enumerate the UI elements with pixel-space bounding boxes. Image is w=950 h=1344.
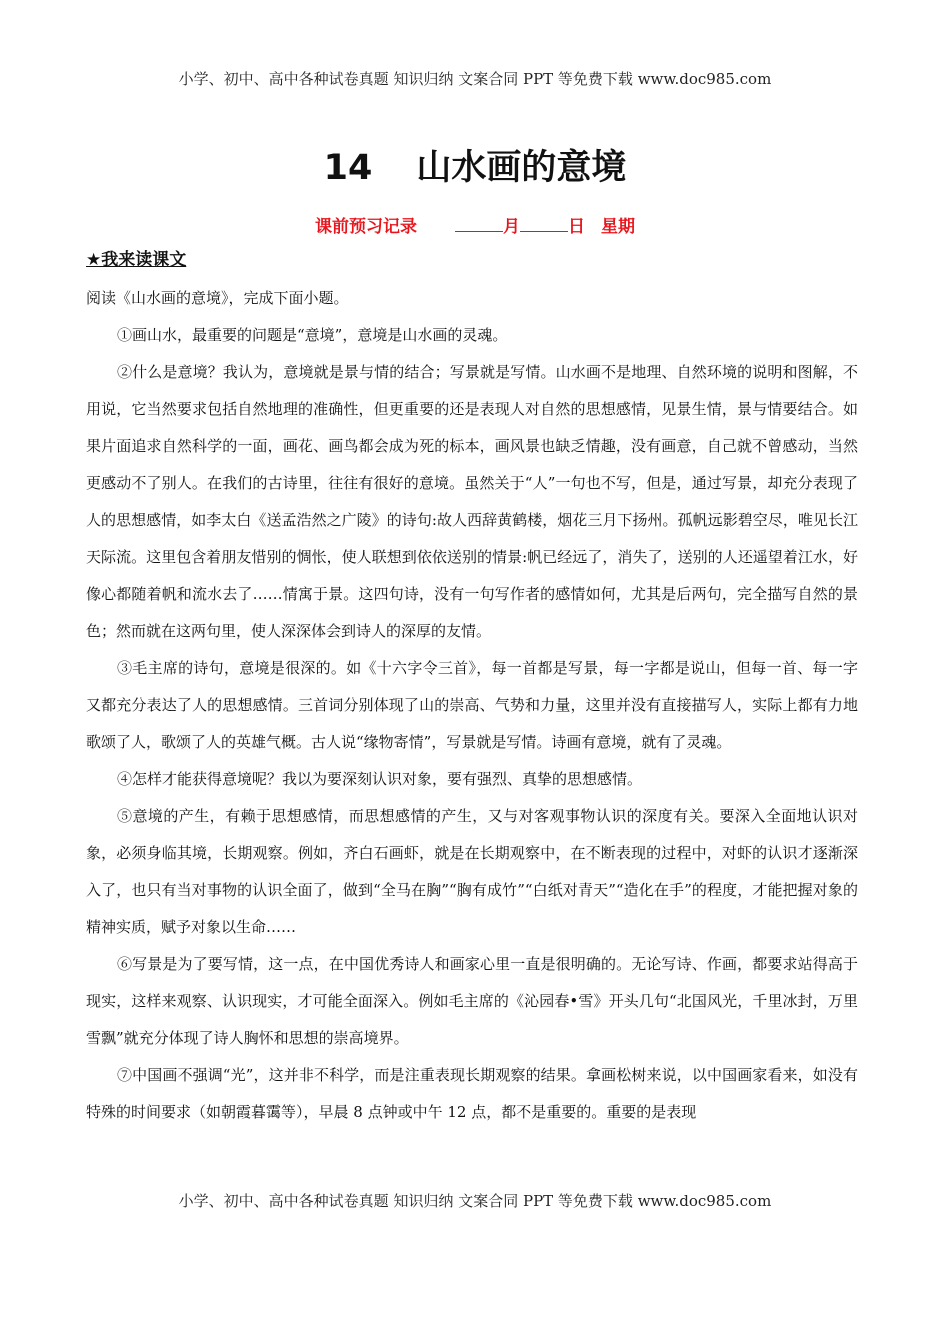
- month-blank: [455, 217, 503, 232]
- preview-record-line: [0, 212, 950, 237]
- section-heading: ★我来读课文: [86, 250, 187, 270]
- page-footer: 小学、初中、高中各种试卷真题 知识归纳 文案合同 PPT 等免费下载 www.doc985.com: [178, 1192, 772, 1210]
- paragraph-5: ⑤意境的产生，有赖于思想感情，而思想感情的产生，又与对客观事物认识的深度有关。要深入全面地认识对象，必须身临其境，长期观察。例如，齐白石画虾，就是在长期观察中，在不断表现的过程中，对虾的认识才逐渐深入了，也只有当对事物的认识全面了，做到“全马在胸”“胸有成竹”“白纸对青天”“造化在手”的程度，才能把握对象的精神实质，赋予对象以生命……: [86, 807, 858, 936]
- paragraph-2: ②什么是意境？我认为，意境就是景与情的结合；写景就是写情。山水画不是地理、自然环境的说明和图解，不用说，它当然要求包括自然地理的准确性，但更重要的还是表现人对自然的思想感情，见景生情，景与情要结合。如果片面追求自然科学的一面，画花、画鸟都会成为死的标本，画风景也缺乏情趣，没有画意，自己就不曾感动，当然更感动不了别人。在我们的古诗里，往往有很好的意境。虽然关于“人”一句也不写，但是，通过写景，却充分表现了人的思想感情，如李太白《送孟浩然之广陵》的诗句:故人西辞黄鹤楼，烟花三月下扬州。孤帆远影碧空尽，唯见长江天际流。这里包含着朋友惜别的惆怅，使人联想到依依送别的情景:帆已经远了，消失了，送别的人还遥望着江水，好像心都随着帆和流水去了……情寓于景。这四句诗，没有一句写作者的感情如何，尤其是后两句，完全描写自然的景色；然而就在这两句里，使人深深体会到诗人的深厚的友情。: [86, 363, 858, 640]
- day-blank: [520, 217, 568, 232]
- paragraph-3: ③毛主席的诗句，意境是很深的。如《十六字令三首》，每一首都是写景，每一字都是说山，但每一首、每一字又都充分表达了人的思想感情。三首词分别体现了山的崇高、气势和力量，这里并没有直接描写人，实际上都有力地歌颂了人，歌颂了人的英雄气概。古人说“缘物寄情”，写景就是写情。诗画有意境，就有了灵魂。: [86, 659, 858, 751]
- record-label: 课前预习记录: [315, 217, 417, 237]
- day-label: 日: [568, 217, 585, 237]
- weekday-label: 星期: [601, 217, 635, 237]
- paragraph-7: ⑦中国画不强调“光”，这并非不科学，而是注重表现长期观察的结果。拿画松树来说，以中国画家看来，如没有特殊的时间要求（如朝霞暮霭等），早晨 8 点钟或中午 12 点，都不是重要的。重要的是表现: [86, 1066, 858, 1121]
- lesson-number: 14: [323, 148, 373, 188]
- article-body: [86, 280, 858, 1131]
- paragraph-1: ①画山水，最重要的问题是“意境”，意境是山水画的灵魂。: [117, 326, 508, 344]
- page-title: [0, 140, 950, 190]
- month-label: 月: [503, 217, 520, 237]
- paragraph-6: ⑥写景是为了要写情，这一点，在中国优秀诗人和画家心里一直是很明确的。无论写诗、作画，都要求站得高于现实，这样来观察、认识现实，才可能全面深入。例如毛主席的《沁园春•雪》开头几句“北国风光，千里冰封，万里雪飘”就充分体现了诗人胸怀和思想的崇高境界。: [86, 955, 858, 1047]
- intro-text: 阅读《山水画的意境》，完成下面小题。: [86, 289, 349, 307]
- paragraph-4: ④怎样才能获得意境呢？我以为要深刻认识对象，要有强烈、真挚的思想感情。: [117, 770, 643, 788]
- page-header: 小学、初中、高中各种试卷真题 知识归纳 文案合同 PPT 等免费下载 www.doc985.com: [178, 70, 772, 88]
- lesson-title: 山水画的意境: [416, 148, 627, 188]
